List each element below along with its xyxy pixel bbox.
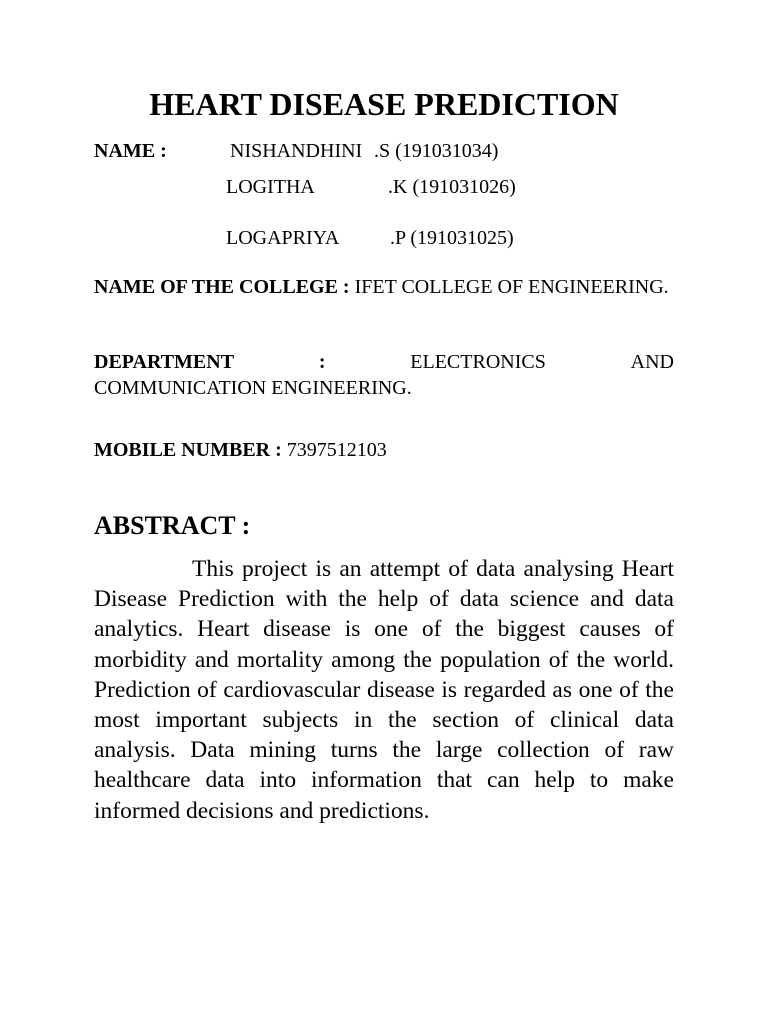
member-2-id: .K (191031026) xyxy=(388,176,516,198)
abstract-heading: ABSTRACT : xyxy=(94,511,251,540)
member-2-name: LOGITHA xyxy=(226,176,315,198)
member-3-name: LOGAPRIYA xyxy=(226,227,340,249)
college-label: NAME OF THE COLLEGE : xyxy=(94,276,350,298)
department-label: DEPARTMENT xyxy=(94,351,235,373)
abstract-body: This project is an attempt of data analysing Heart Disease Prediction with the help of data science and data analytics. Heart disease is one of the biggest causes of morbidity and mortality among the population of the world. Prediction of cardiovascular disease is regarded as one of the most important subjects in the section of clinical data analysis. Data mining turns the large collection of raw healthcare data into information that can help to make informed decisions and predictions. xyxy=(94,556,674,824)
page-title: HEART DISEASE PREDICTION xyxy=(149,86,619,122)
mobile-line xyxy=(94,438,387,462)
member-1-id: .S (191031034) xyxy=(374,140,499,162)
department-line-1 xyxy=(94,350,674,374)
department-word-1: ELECTRONICS xyxy=(410,351,546,373)
college-value: IFET COLLEGE OF ENGINEERING. xyxy=(354,276,669,298)
name-label: NAME : xyxy=(94,140,167,162)
department-line-2: COMMUNICATION ENGINEERING. xyxy=(94,377,412,399)
mobile-label: MOBILE NUMBER : xyxy=(94,439,282,461)
department-word-2: AND xyxy=(630,351,674,373)
member-1-name: NISHANDHINI xyxy=(230,140,363,162)
department-colon: : xyxy=(318,351,326,373)
college-block xyxy=(94,275,674,300)
mobile-value: 7397512103 xyxy=(286,439,387,461)
member-3-id: .P (191031025) xyxy=(390,227,514,249)
